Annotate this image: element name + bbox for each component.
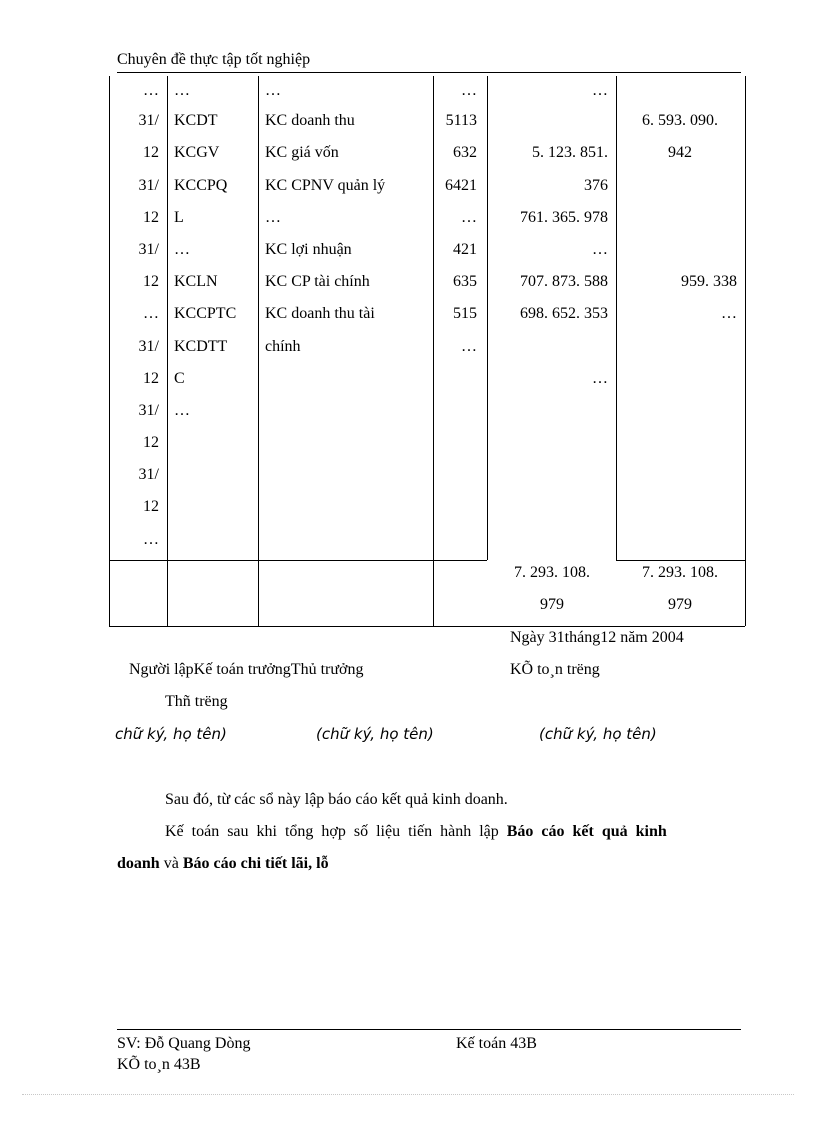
table-cell-account: 515	[453, 305, 477, 322]
table-cell-date: 31/	[138, 177, 159, 194]
body-bold-text: doanh	[117, 855, 160, 872]
body-bold-text: Báo cáo kết quả kinh	[506, 823, 667, 840]
footer-class-garbled: KÕ to¸n 43B	[117, 1056, 201, 1073]
table-cell-code: …	[174, 82, 190, 99]
table-cell-description: KC doanh thu tài	[265, 305, 375, 322]
table-cell-code: C	[174, 370, 185, 387]
table-cell-date: 12	[143, 370, 159, 387]
table-cell-account: 635	[453, 273, 477, 290]
table-cell-credit: 6. 593. 090.	[642, 112, 718, 129]
signature-role-garbled: Thñ trëng	[165, 693, 228, 710]
table-cell-code: KCDTT	[174, 338, 228, 355]
table-cell-credit: 942	[668, 144, 692, 161]
table-total-debit: 979	[540, 596, 564, 613]
table-cell-code: KCCPTC	[174, 305, 237, 322]
page-edge-dotted-line	[22, 1094, 794, 1095]
table-col-divider	[616, 76, 617, 560]
table-cell-description: KC CP tài chính	[265, 273, 370, 290]
table-cell-date: 12	[143, 273, 159, 290]
table-cell-account: …	[461, 82, 477, 99]
header-rule	[117, 72, 741, 73]
table-bottom-rule	[109, 626, 745, 627]
table-cell-date: 31/	[138, 402, 159, 419]
table-cell-description: …	[265, 209, 281, 226]
table-cell-debit: …	[592, 241, 608, 258]
table-cell-code: KCDT	[174, 112, 218, 129]
body-bold-text: Báo cáo chi tiết lãi, lỗ	[182, 855, 329, 872]
table-cell-debit: 376	[584, 177, 608, 194]
table-cell-date: 12	[143, 498, 159, 515]
signature-roles: Người lậpKế toán trưởngThủ trưởng	[129, 661, 364, 678]
table-cell-date: 31/	[138, 112, 159, 129]
signature-hint: chữ ký, họ tên)	[115, 725, 227, 743]
table-cell-date: …	[143, 82, 159, 99]
table-cell-debit: 5. 123. 851.	[532, 144, 608, 161]
table-cell-account: 632	[453, 144, 477, 161]
table-cell-date: 31/	[138, 241, 159, 258]
table-cell-description: KC CPNV quản lý	[265, 177, 386, 194]
table-cell-account: 5113	[445, 112, 477, 129]
table-cell-code: KCGV	[174, 144, 220, 161]
table-col-divider	[167, 76, 168, 626]
footer-student: SV: Đỗ Quang Dòng	[117, 1035, 251, 1052]
table-cell-description: KC lợi nhuận	[265, 241, 352, 258]
table-cell-date: …	[143, 305, 159, 322]
table-total-rule	[616, 560, 745, 561]
table-cell-account: …	[461, 209, 477, 226]
table-cell-description: KC doanh thu	[265, 112, 355, 129]
table-cell-account: 6421	[445, 177, 477, 194]
signature-date: Ngày 31tháng12 năm 2004	[510, 629, 684, 646]
body-text: Kế toán sau khi tổng hợp số liệu tiến hành lập	[165, 823, 507, 840]
table-cell-credit: 959. 338	[681, 273, 737, 290]
table-cell-account: …	[461, 338, 477, 355]
table-total-rule	[109, 560, 487, 561]
table-total-debit: 7. 293. 108.	[514, 564, 590, 581]
table-col-divider	[487, 76, 488, 560]
table-cell-date: 12	[143, 434, 159, 451]
table-total-credit: 979	[668, 596, 692, 613]
signature-hint: (chữ ký, họ tên)	[539, 725, 657, 743]
table-cell-code: …	[174, 402, 190, 419]
table-cell-description: chính	[265, 338, 301, 355]
table-cell-code: KCLN	[174, 273, 218, 290]
table-cell-date: 12	[143, 209, 159, 226]
table-cell-date: 12	[143, 144, 159, 161]
table-col-divider	[258, 76, 259, 626]
table-cell-debit: 761. 365. 978	[520, 209, 608, 226]
page-header-title: Chuyên đề thực tập tốt nghiệp	[117, 51, 311, 68]
table-cell-debit: 698. 652. 353	[520, 305, 608, 322]
table-cell-code: …	[174, 241, 190, 258]
body-paragraph	[165, 824, 741, 840]
table-col-divider	[433, 76, 434, 626]
table-cell-date: …	[143, 531, 159, 548]
table-cell-description: …	[265, 82, 281, 99]
body-text: và	[159, 855, 183, 872]
footer-class: Kế toán 43B	[456, 1035, 537, 1052]
table-cell-debit: 707. 873. 588	[520, 273, 608, 290]
table-border-right	[745, 76, 746, 626]
table-cell-code: KCCPQ	[174, 177, 228, 194]
table-cell-date: 31/	[138, 466, 159, 483]
footer-rule	[117, 1029, 741, 1030]
table-cell-description: KC giá vốn	[265, 144, 339, 161]
signature-hint: (chữ ký, họ tên)	[316, 725, 434, 743]
table-cell-debit: …	[592, 370, 608, 387]
body-paragraph: Sau đó, từ các sổ này lập báo cáo kết quả kinh doanh.	[165, 791, 508, 808]
table-border-left	[109, 76, 110, 626]
table-cell-account: 421	[453, 241, 477, 258]
table-cell-credit: …	[721, 305, 737, 322]
signature-role-garbled: KÕ to¸n trëng	[510, 661, 600, 678]
table-cell-debit: …	[592, 82, 608, 99]
table-total-credit: 7. 293. 108.	[642, 564, 718, 581]
table-cell-code: L	[174, 209, 184, 226]
body-paragraph	[117, 856, 329, 872]
table-cell-date: 31/	[138, 338, 159, 355]
